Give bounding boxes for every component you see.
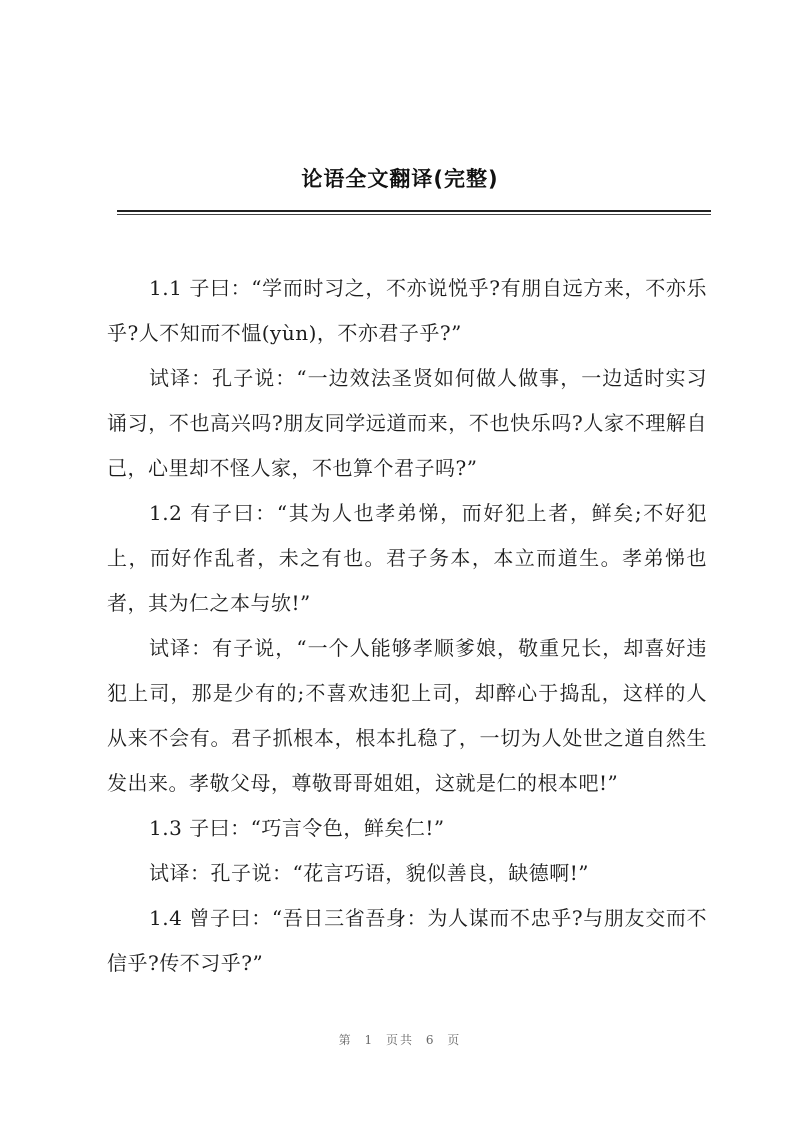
footer-middle: 页共 — [385, 1033, 414, 1047]
document-body — [107, 266, 707, 986]
document-title: 论语全文翻译(完整) — [301, 167, 499, 191]
paragraph-1-3: 1.3 子曰：“巧言令色，鲜矣仁!” — [149, 816, 445, 840]
title-divider — [117, 210, 711, 212]
footer-prefix: 第 — [338, 1033, 353, 1047]
footer-page-number: 1 — [364, 1033, 375, 1047]
paragraph-1-3-translation: 试译：孔子说：“花言巧语，貌似善良，缺德啊!” — [149, 861, 589, 885]
paragraph-1-1-translation: 试译：孔子说：“一边效法圣贤如何做人做事，一边适时实习诵习，不也高兴吗?朋友同学远道而来，不也快乐吗?人家不理解自己，心里却不怪人家，不也算个君子吗?” — [107, 366, 707, 480]
footer-suffix: 页 — [447, 1033, 462, 1047]
paragraph-1-2-translation: 试译：有子说，“一个人能够孝顺爹娘，敬重兄长，却喜好违犯上司，那是少有的;不喜欢违犯上司，却醉心于捣乱，这样的人从来不会有。君子抓根本，根本扎稳了，一切为人处世之道自然生发出来。孝敬父母，尊敬哥哥姐姐，这就是仁的根本吧!” — [107, 636, 707, 795]
footer-total-pages: 6 — [425, 1033, 436, 1047]
paragraph-1-1: 1.1 子曰：“学而时习之，不亦说悦乎?有朋自远方来，不亦乐乎?人不知而不愠(yùn)，不亦君子乎?” — [107, 276, 707, 345]
paragraph-1-4: 1.4 曾子曰：“吾日三省吾身：为人谋而不忠乎?与朋友交而不信乎?传不习乎?” — [107, 906, 707, 975]
title-divider-thin — [117, 214, 711, 215]
page-footer — [0, 1031, 800, 1048]
paragraph-1-2: 1.2 有子曰：“其为人也孝弟悌，而好犯上者，鲜矣;不好犯上，而好作乱者，未之有也。君子务本，本立而道生。孝弟悌也者，其为仁之本与欤!” — [107, 501, 707, 615]
